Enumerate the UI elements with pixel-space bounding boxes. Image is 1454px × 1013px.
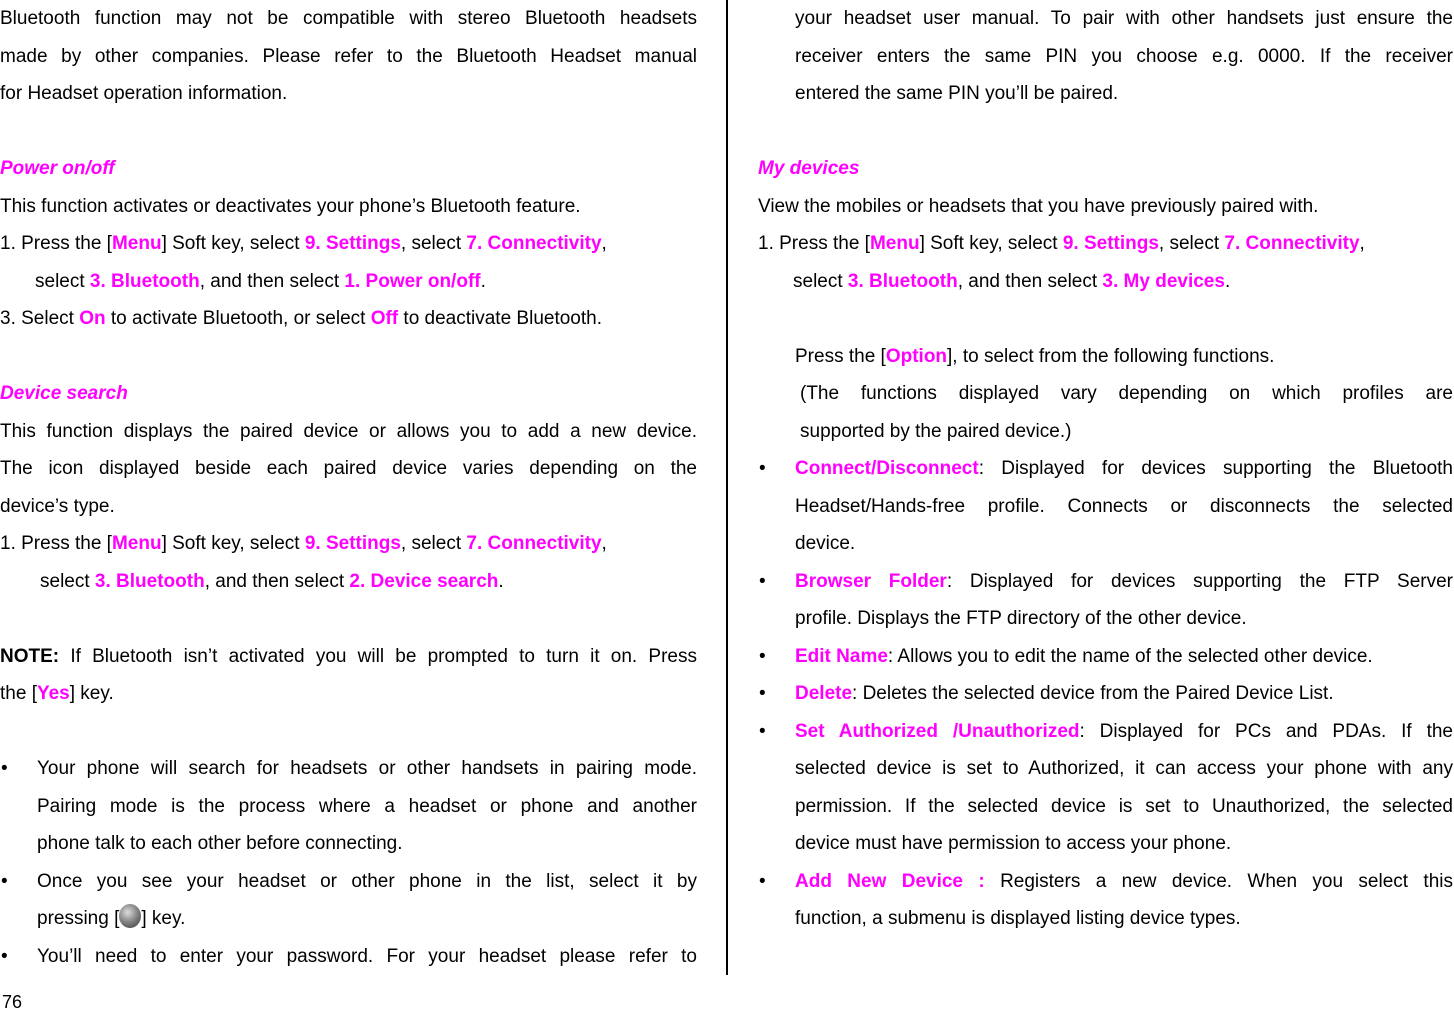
devices-step-1: 1. Press the [Menu] Soft key, select 9. Settings, select 7. Connectivity, [758, 233, 1365, 254]
right-column: your headset user manual. To pair with other handsets just ensure the receiver enters the same PIN you choose e.g. 0000. If the receiver entered the same PIN you’ll be paired. My devices View the mobiles or headsets that you have previously paired with. 1. Press the [Menu] Soft key, select 9. Settings, select 7. Connectivity, select 3. Bluetooth, and then select 3. My devices. Press the [Option], to select from the following functions. (The functions displayed vary depending on which profiles are supported by the paired device.) • Connect/Disconnect: Displayed for devices supporting the Bluetooth Headset/Hands-free profile. Connects or disconnects the selected device. • Browser Folder: Displayed for devices supporting the FTP Server profile. Displays the FTP directory of the other device. • Edit Name: Allows you to edit the name of the selected other device. • Delete: Deletes the selected device from the Paired Device List. • Set Authorized /Unauthorized: Displayed for PCs and PDAs. If the selected device is set to Authorized, it can access your phone with any permission. If the selected device is set to Unauthorized, the selected device must have permission to access your phone. • Add New Device : Registers a new device. When you select this function, a submenu is displayed listing device types. [758, 0, 1453, 938]
list-item: • Add New Device : Registers a new device. When you select this function, a submenu is displayed listing device types. [759, 870, 1453, 929]
list-item: • Delete: Deletes the selected device from the Paired Device List. [759, 683, 1334, 704]
intro-text: Bluetooth function may not be compatible with stereo Bluetooth headsets [0, 8, 697, 29]
search-step-1: 1. Press the [Menu] Soft key, select 9. Settings, select 7. Connectivity, [0, 533, 607, 554]
column-divider [726, 0, 728, 975]
left-column: Bluetooth function may not be compatible with stereo Bluetooth headsets made by other companies. Please refer to the Bluetooth Headset manual for Headset operation information. Power on/off This function activates or deactivates your phone’s Bluetooth feature. 1. Press the [Menu] Soft key, select 9. Settings, select 7. Connectivity, select 3. Bluetooth, and then select 1. Power on/off. 3. Select On to activate Bluetooth, or select Off to deactivate Bluetooth. Device search This function displays the paired device or allows you to add a new device. The icon displayed beside each paired device varies depending on the device’s type. 1. Press the [Menu] Soft key, select 9. Settings, select 7. Connectivity, select 3. Bluetooth, and then select 2. Device search. NOTE: If Bluetooth isn’t activated you will be prompted to turn it on. Press the [Yes] key. • Your phone will search for headsets or other handsets in pairing mode. Pairing mode is the process where a headset or phone and another phone talk to each other before connecting. • Once you see your headset or other phone in the list, select it by pressing [ ] key. • You’ll need to enter your password. For your headset please refer to [0, 0, 697, 975]
ok-key-icon [119, 904, 141, 928]
section-heading-power: Power on/off [0, 158, 115, 179]
list-item: • You’ll need to enter your password. For your headset please refer to [1, 945, 697, 967]
power-description: This function activates or deactivates your phone’s Bluetooth feature. [0, 195, 581, 217]
power-step-1: 1. Press the [Menu] Soft key, select 9. Settings, select 7. Connectivity, [0, 233, 607, 254]
list-item: • Edit Name: Allows you to edit the name of the selected other device. [759, 645, 1373, 667]
devices-description: View the mobiles or headsets that you have previously paired with. [758, 195, 1319, 217]
section-heading-device-search: Device search [0, 383, 128, 404]
list-item: • Browser Folder: Displayed for devices supporting the FTP Server profile. Displays the FTP directory of the other device. [759, 570, 1453, 629]
list-item: • Once you see your headset or other phone in the list, select it by pressing [ ] key. [1, 870, 697, 929]
list-item: • Set Authorized /Unauthorized: Displayed for PCs and PDAs. If the selected device is set to Authorized, it can access your phone with any permission. If the selected device is set to Unauthorized, the selected device must have permission to access your phone. [759, 720, 1454, 854]
power-step-3: 3. Select On to activate Bluetooth, or select Off to deactivate Bluetooth. [0, 308, 603, 329]
list-item: • Your phone will search for headsets or other handsets in pairing mode. Pairing mode is the process where a headset or phone and another phone talk to each other before connecting. [1, 758, 697, 854]
section-heading-my-devices: My devices [758, 158, 860, 179]
page-number: 76 [2, 992, 23, 1012]
list-item: • Connect/Disconnect: Displayed for devices supporting the Bluetooth Headset/Hands-free profile. Connects or disconnects the selected device. [759, 458, 1453, 554]
note: NOTE: If Bluetooth isn’t activated you will be prompted to turn it on. Press [0, 645, 697, 667]
